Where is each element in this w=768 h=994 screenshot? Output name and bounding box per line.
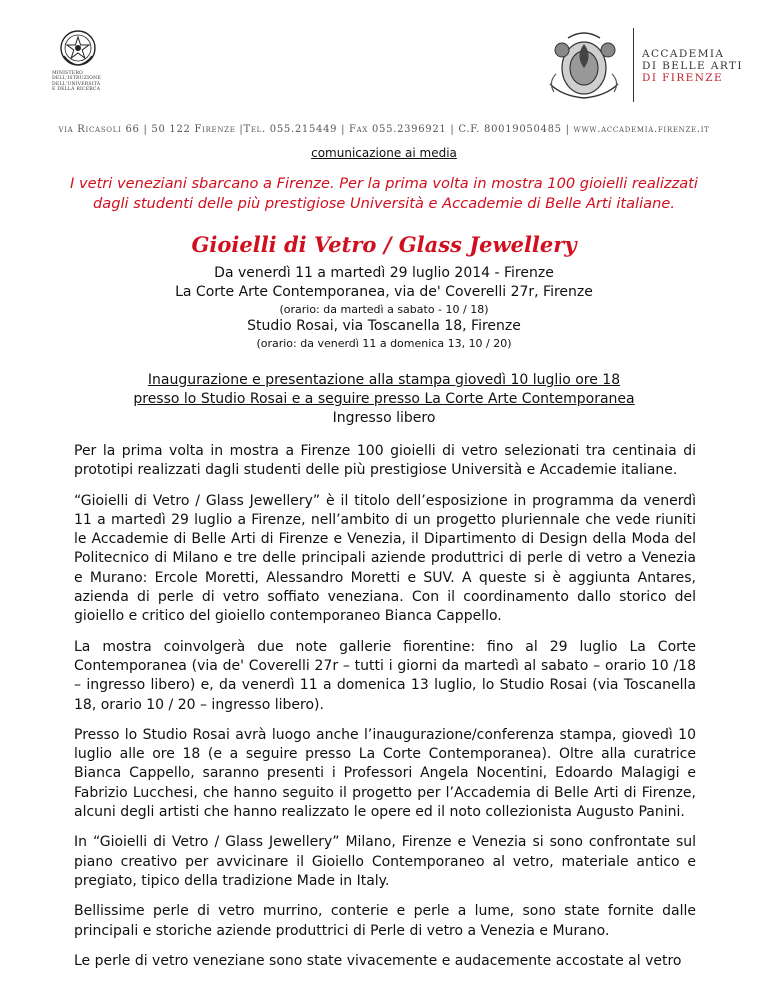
academy-city: DI FIRENZE bbox=[642, 72, 724, 84]
academy-line: DI BELLE ARTI bbox=[642, 60, 743, 72]
paragraph: “Gioielli di Vetro / Glass Jewellery” è il titolo dell’esposizione in programma da venerdì 11 a martedì 29 luglio a Firenze, nell’ambito di un progetto pluriennale che vede riuniti le Accademie di Belle Arti di Firenze e Venezia, il Dipartimento di Design della Moda del Politecnico di Milano e tre delle principali aziende produttrici di perle di vetro a Venezia e Murano: Ercole Moretti, Alessandro Moretti e SUV. A queste si è aggiunta Antares, azienda di perle di vetro soffiato veneziana. Con il coordinamento dallo storico del gioiello e critico del gioiello contemporaneo Bianca Cappello. bbox=[74, 492, 696, 625]
academy-crest-icon bbox=[538, 24, 628, 104]
ministry-line: DELL'UNIVERSITÀ bbox=[52, 81, 101, 87]
paragraph: La mostra coinvolgerà due note gallerie fiorentine: fino al 29 luglio La Corte Contemporanea (via de' Coverelli 27r – tutti i giorni da martedì al sabato – orario 10 /18 – ingresso libero) e, da venerdì 11 a domenica 13 luglio, lo Studio Rosai (via Toscanella 18, orario 10 / 20 – ingresso libero). bbox=[74, 638, 696, 713]
ministry-line: DELL'ISTRUZIONE bbox=[52, 76, 101, 82]
paragraph: Bellissime perle di vetro murrino, conterie e perle a lume, sono state fornite dalle principali e storiche aziende produttrici di Perle di vetro a Venezia e Murano. bbox=[74, 903, 696, 939]
exhibition-title: Gioielli di Vetro / Glass Jewellery bbox=[191, 232, 577, 257]
venue-1-hours: (orario: da martedì a sabato - 10 / 18) bbox=[279, 303, 489, 316]
address-bar: via Ricasoli 66 | 50 122 Firenze |Tel. 055.215449 | Fax 055.2396921 | C.F. 80019050485 | www.accademia.firenze.it bbox=[58, 124, 710, 135]
inauguration-line-2: presso lo Studio Rosai e a seguire presso La Corte Arte Contemporanea bbox=[133, 391, 635, 407]
ministry-line: MINISTERO bbox=[52, 71, 83, 76]
academy-line: ACCADEMIA bbox=[642, 48, 725, 60]
paragraph: In “Gioielli di Vetro / Glass Jewellery” Milano, Firenze e Venezia si sono confrontate sul piano creativo per avvicinare il Gioiello Contemporaneo al vetro, materiale antico e pregiato, tipico della tradizione Made in Italy. bbox=[74, 834, 696, 889]
paragraph: Le perle di vetro veneziane sono state vivacemente e audacemente accostate al vetro bbox=[74, 952, 682, 969]
venue-2: Studio Rosai, via Toscanella 18, Firenze bbox=[247, 318, 521, 334]
paragraph: Presso lo Studio Rosai avrà luogo anche l’inaugurazione/conferenza stampa, giovedì 10 luglio alle ore 18 (e a seguire presso La Corte Contemporanea). Oltre alla curatrice Bianca Cappello, saranno presenti i Professori Angela Nocentini, Edoardo Malagigi e Fabrizio Lucchesi, che hanno seguito il progetto per l’Accademia di Belle Arti di Firenze, alcuni degli artisti che hanno realizzato le opere ed il noto collezionista Augusto Panini. bbox=[74, 726, 696, 821]
italian-emblem-icon bbox=[58, 28, 98, 68]
press-subtitle: I vetri veneziani sbarcano a Firenze. Per la prima volta in mostra 100 gioielli realizzati dagli studenti delle più prestigiose Università e Accademie di Belle Arti italiane. bbox=[70, 175, 698, 212]
exhibition-info bbox=[0, 264, 768, 351]
ministry-logo bbox=[52, 28, 122, 93]
ministry-line: E DELLA RICERCA bbox=[52, 87, 101, 93]
venue-2-hours: (orario: da venerdì 11 a domenica 13, 10 / 20) bbox=[256, 337, 512, 350]
venue-1: La Corte Arte Contemporanea, via de' Coverelli 27r, Firenze bbox=[175, 284, 593, 300]
media-label: comunicazione ai media bbox=[311, 146, 457, 160]
paragraph: Per la prima volta in mostra a Firenze 100 gioielli di vetro selezionati tra centinaia di prototipi realizzati dagli studenti delle più prestigiose Università e Accademie italiane. bbox=[74, 443, 696, 479]
press-body bbox=[74, 442, 696, 982]
academy-name bbox=[642, 48, 743, 84]
inauguration-line-3: Ingresso libero bbox=[332, 410, 436, 426]
letterhead bbox=[0, 0, 768, 145]
exhibition-dates: Da venerdì 11 a martedì 29 luglio 2014 - Firenze bbox=[214, 265, 554, 281]
inauguration-info bbox=[0, 371, 768, 428]
inauguration-line-1: Inaugurazione e presentazione alla stampa giovedì 10 luglio ore 18 bbox=[147, 372, 621, 388]
logo-divider bbox=[633, 28, 634, 102]
